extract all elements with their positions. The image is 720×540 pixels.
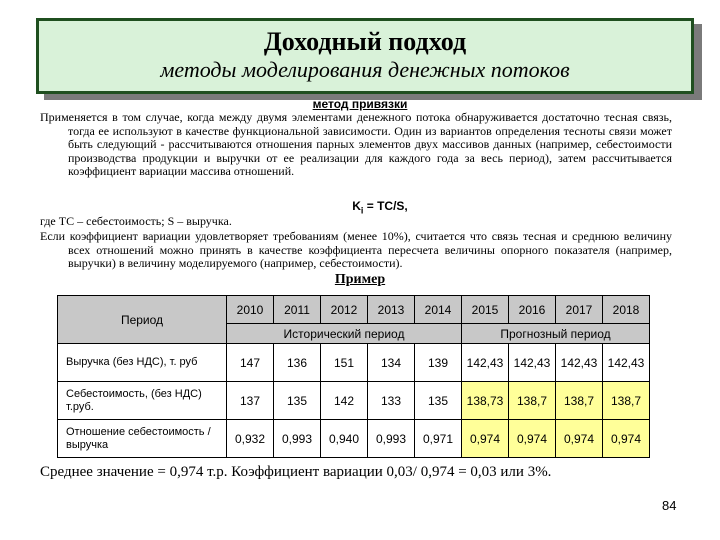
- year-cell: 2011: [274, 296, 321, 324]
- formula-k: K: [352, 199, 361, 213]
- table-cell: 0,932: [227, 420, 274, 458]
- year-cell: 2018: [603, 296, 650, 324]
- year-cell: 2016: [509, 296, 556, 324]
- table-cell: 133: [368, 382, 415, 420]
- example-heading: Пример: [334, 272, 386, 287]
- table-cell: 0,971: [415, 420, 462, 458]
- table-cell: 142,43: [603, 344, 650, 382]
- table-cell: 142,43: [462, 344, 509, 382]
- formula-rest: = TC/S,: [363, 199, 408, 213]
- formula: [0, 199, 720, 215]
- forecast-cell: 0,974: [509, 420, 556, 458]
- historical-period-header: Исторический период: [227, 324, 462, 344]
- table-cell: 151: [321, 344, 368, 382]
- rule-paragraph: [40, 230, 672, 271]
- table-cell: 142: [321, 382, 368, 420]
- row-label: Себестоимость, (без НДС) т.руб.: [58, 382, 227, 420]
- row-label: Выручка (без НДС), т. руб: [58, 344, 227, 382]
- period-header: Период: [58, 296, 227, 344]
- where-line: где ТС – себестоимость; S – выручка.: [40, 214, 232, 228]
- rule-text: Если коэффициент вариации удовлетворяет требованиям (менее 10%), считается что связь тесная и среднюю величину всех отношений можно принять в качестве коэффициента пересчета величины опорного показателя (например, выручки) в величину моделируемого (например, себестоимости).: [40, 229, 672, 271]
- table-cell: 135: [274, 382, 321, 420]
- table-cell: 139: [415, 344, 462, 382]
- forecast-cell: 0,974: [556, 420, 603, 458]
- forecast-cell: 138,7: [556, 382, 603, 420]
- forecast-cell: 138,73: [462, 382, 509, 420]
- forecast-cell: 0,974: [462, 420, 509, 458]
- year-cell: 2013: [368, 296, 415, 324]
- table-cell: 147: [227, 344, 274, 382]
- method-heading: метод привязки: [312, 97, 408, 111]
- table-cell: 136: [274, 344, 321, 382]
- year-cell: 2017: [556, 296, 603, 324]
- year-cell: 2010: [227, 296, 274, 324]
- page-number: 84: [662, 498, 677, 513]
- intro-text: Применяется в том случае, когда между двумя элементами денежного потока обнаруживается достаточно тесная связь, тогда ее используют в качестве функциональной зависимости. Один из вариантов определения тесноты связи может быть следующий - рассчитываются отношения парных элементов двух массивов данных (например, себестоимости производства продукции и выручки от ее реализации для каждого года за весь период), затем рассчитывается коэффициент вариации массива отношений.: [40, 110, 672, 179]
- table-cell: 142,43: [509, 344, 556, 382]
- slide-header: [36, 18, 694, 94]
- slide-title: Доходный подход: [263, 27, 467, 56]
- table-cell: 137: [227, 382, 274, 420]
- row-label: Отношение себестоимость /выручка: [58, 420, 227, 458]
- forecast-period-header: Прогнозный период: [462, 324, 650, 344]
- year-cell: 2015: [462, 296, 509, 324]
- slide-subtitle: методы моделирования денежных потоков: [160, 57, 570, 82]
- table-cell: 0,940: [321, 420, 368, 458]
- table-cell: 135: [415, 382, 462, 420]
- table-row: [58, 382, 650, 420]
- table-row: [58, 344, 650, 382]
- forecast-cell: 138,7: [509, 382, 556, 420]
- table-cell: 0,993: [274, 420, 321, 458]
- table-cell: 142,43: [556, 344, 603, 382]
- table-cell: 134: [368, 344, 415, 382]
- formula-sub: i: [360, 205, 364, 216]
- table-cell: 0,993: [368, 420, 415, 458]
- year-cell: 2014: [415, 296, 462, 324]
- forecast-cell: 138,7: [603, 382, 650, 420]
- intro-paragraph: [40, 111, 672, 179]
- data-table: [57, 295, 650, 458]
- summary-text: Среднее значение = 0,974 т.р. Коэффициент вариации 0,03/ 0,974 = 0,03 или 3%.: [40, 464, 552, 480]
- year-cell: 2012: [321, 296, 368, 324]
- forecast-cell: 0,974: [603, 420, 650, 458]
- table-row: [58, 420, 650, 458]
